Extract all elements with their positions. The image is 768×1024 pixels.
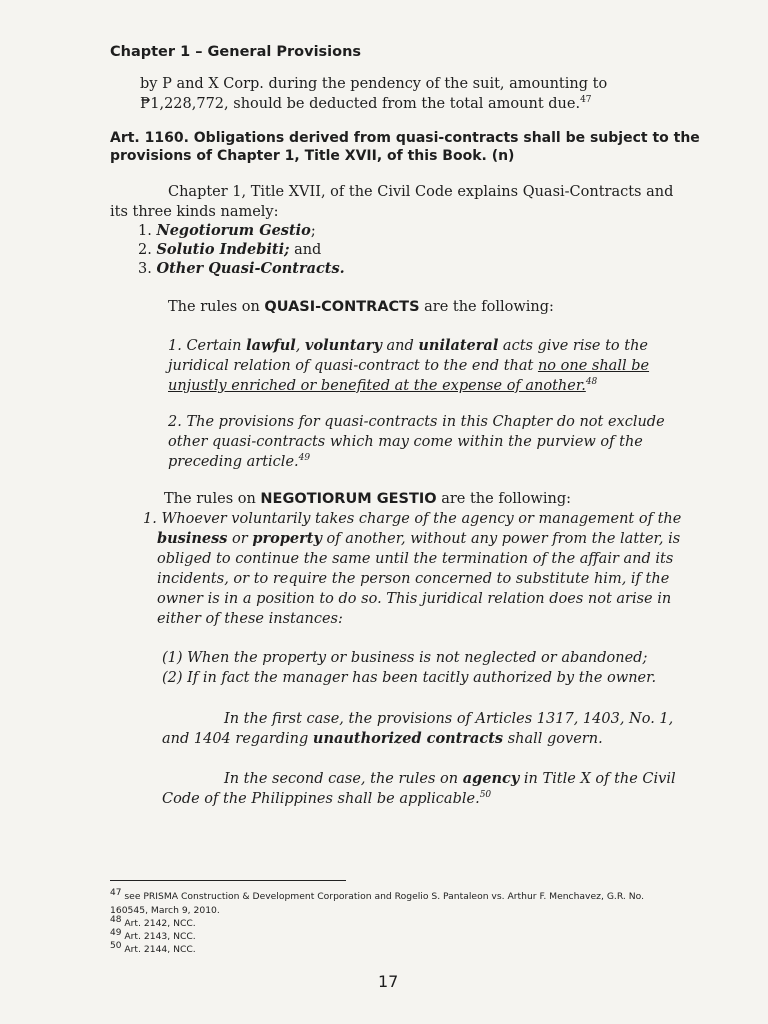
qc-rule-2-line-1: 2. The provisions for quasi-contracts in this Chapter do not exclude [168, 414, 665, 430]
quasi-contracts-heading: The rules on QUASI-CONTRACTS are the following: [168, 299, 554, 315]
kinds-item-1: 1. Negotiorum Gestio; [138, 222, 316, 239]
page-number: 17 [378, 972, 399, 991]
second-case-line-1: In the second case, the rules on agency in Title X of the Civil [224, 770, 676, 787]
kinds-item-3: 3. Other Quasi-Contracts. [138, 260, 345, 277]
chapter-header: Chapter 1 – General Provisions [110, 44, 362, 60]
article-heading-line-2: provisions of Chapter 1, Title XVII, of this Book. (n) [110, 148, 515, 164]
qc-rule-2-line-2: other quasi-contracts which may come within the purview of the [168, 434, 643, 450]
ng-rule-1-line-1: 1. Whoever voluntarily takes charge of the agency or management of the [143, 511, 682, 527]
footnote-ref-48: 48 [585, 377, 598, 388]
ng-rule-1-line-3: obliged to continue the same until the termination of the affair and its [157, 551, 674, 567]
qc-rule-2-line-3: preceding article.$^{49}$ [168, 453, 311, 470]
ng-rule-1-line-5: owner is in a position to do so. This juridical relation does not arise in [157, 591, 672, 607]
footnote-47-line-1: $^{47}$ see PRISMA Construction & Development Corporation and Rogelio S. Pantaleon vs. Arthur F. Menchavez, G.R. No. [110, 887, 645, 902]
intro-line-1: by P and X Corp. during the pendency of the suit, amounting to [140, 76, 608, 92]
kinds-item-2: 2. Solutio Indebiti; and [138, 241, 322, 258]
first-case-line-1: In the first case, the provisions of Articles 1317, 1403, No. 1, [224, 711, 674, 727]
ng-rule-1-line-4: incidents, or to require the person concerned to substitute him, if the [157, 571, 670, 587]
footnote-ref-49: 49 [298, 453, 311, 464]
qc-rule-1-line-3: unjustly enriched or benefited at the expense of another.$^{48}$ [168, 377, 598, 394]
footnote-48: $^{48}$ Art. 2142, NCC. [110, 914, 196, 929]
ng-rule-1-line-2: business or property of another, without any power from the latter, is [157, 530, 681, 547]
qc-rule-1-line-2: juridical relation of quasi-contract to the end that no one shall be [168, 358, 650, 374]
ng-rule-1-line-6: either of these instances: [157, 611, 343, 627]
article-heading-line-1: Art. 1160. Obligations derived from quasi-contracts shall be subject to the [110, 130, 700, 146]
footnote-49: $^{49}$ Art. 2143, NCC. [110, 927, 196, 942]
para1-line-1: Chapter 1, Title XVII, of the Civil Code explains Quasi-Contracts and [168, 184, 674, 200]
footnote-ref-50: 50 [479, 790, 492, 801]
instance-2: (2) If in fact the manager has been tacitly authorized by the owner. [162, 670, 657, 686]
first-case-line-2: and 1404 regarding unauthorized contracts shall govern. [162, 730, 603, 747]
negotiorum-gestio-heading: The rules on NEGOTIORUM GESTIO are the following: [164, 491, 571, 507]
second-case-line-2: Code of the Philippines shall be applicable.$^{50}$ [162, 790, 492, 807]
footnote-50: $^{50}$ Art. 2144, NCC. [110, 940, 196, 955]
footnote-ref-47: 47 [580, 95, 592, 106]
para1-line-2: its three kinds namely: [110, 204, 279, 220]
intro-line-2: ₱1,228,772, should be deducted from the total amount due.$^{47}$ [140, 95, 592, 112]
qc-rule-1-line-1: 1. Certain lawful, voluntary and unilateral acts give rise to the [168, 337, 648, 354]
footnote-divider [110, 880, 346, 881]
instance-1: (1) When the property or business is not neglected or abandoned; [162, 650, 648, 666]
footnote-47-line-2: 160545, March 9, 2010. [110, 905, 220, 916]
